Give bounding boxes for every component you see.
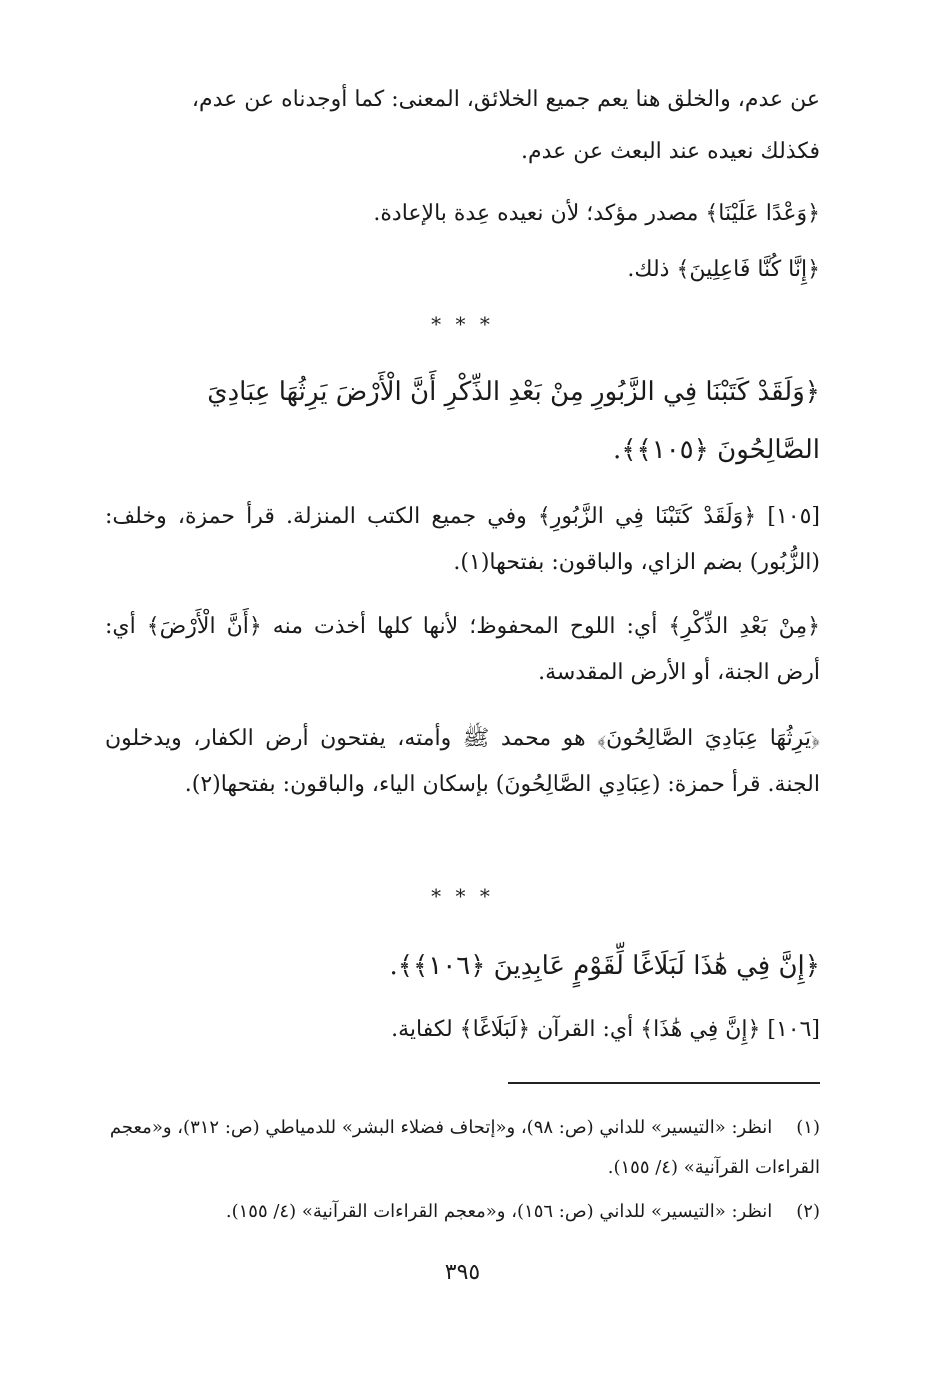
body-line-3: ﴿وَعْدًا عَلَيْنَا﴾ مصدر مؤكد؛ لأن نعيده عِدة بالإعادة.: [373, 201, 820, 226]
quran-verse-106: ﴿إِنَّ فِي هَٰذَا لَبَلَاغًا لِّقَوْمٍ عَابِدِينَ ﴿١٠٦﴾﴾.: [389, 951, 820, 981]
footnote-1: [105, 1108, 820, 1188]
tafsir-paragraph: [١٠٦] ﴿إِنَّ فِي هَٰذَا﴾ أي: القرآن ﴿لَبَلَاغًا﴾ لكفاية.: [391, 1017, 820, 1042]
quran-verse-105-line-2: الصَّالِحُونَ ﴿١٠٥﴾﴾.: [613, 435, 820, 465]
footnote-text: انظر: «التيسير» للداني (ص: ٩٨)، و«إتحاف فضلاء البشر» للدمياطي (ص: ٣١٢)، و«معجم القراءات القرآنية» (٤/ ١٥٥).: [109, 1117, 820, 1178]
footnote-number: (١): [796, 1117, 820, 1138]
quran-verse-105-line-1: ﴿وَلَقَدْ كَتَبْنَا فِي الزَّبُورِ مِنْ بَعْدِ الذِّكْرِ أَنَّ الْأَرْضَ يَرِثُهَا عِبَادِيَ: [207, 377, 820, 407]
tafsir-paragraph: [١٠٥] ﴿وَلَقَدْ كَتَبْنَا فِي الزَّبُورِ﴾ وفي جميع الكتب المنزلة. قرأ حمزة، وخلف: (الزُّبُور) بضم الزاي، والباقون: بفتحها(١).: [105, 504, 820, 575]
body-line-2: فكذلك نعيده عند البعث عن عدم.: [520, 139, 820, 164]
page-number: ٣٩٥: [444, 1260, 481, 1285]
footnote-number: (٢): [796, 1201, 820, 1222]
body-line-4: ﴿إِنَّا كُنَّا فَاعِلِينَ﴾ ذلك.: [627, 257, 820, 282]
footnote-divider: [508, 1082, 820, 1084]
tafsir-paragraph: ﴿مِنْ بَعْدِ الذِّكْرِ﴾ أي: اللوح المحفوظ؛ لأنها كلها أخذت منه ﴿أَنَّ الْأَرْضَ﴾ أي: أرض الجنة، أو الأرض المقدسة.: [105, 614, 820, 685]
tafsir-paragraph: ﴿يَرِثُهَا عِبَادِيَ الصَّالِحُونَ﴾ هو محمد ﷺ وأمته، يفتحون أرض الكفار، ويدخلون الجنة. قرأ حمزة: (عِبَادِي الصَّالِحُونَ) بإسكان الياء، والباقون: بفتحها(٢).: [105, 726, 820, 797]
section-separator: * * *: [431, 884, 494, 908]
body-line-1: عن عدم، والخلق هنا يعم جميع الخلائق، المعنى: كما أوجدناه عن عدم،: [191, 87, 820, 112]
footnote-2: [105, 1192, 820, 1232]
section-separator: * * *: [431, 312, 494, 336]
footnote-text: انظر: «التيسير» للداني (ص: ١٥٦)، و«معجم القراءات القرآنية» (٤/ ١٥٥).: [225, 1201, 773, 1222]
